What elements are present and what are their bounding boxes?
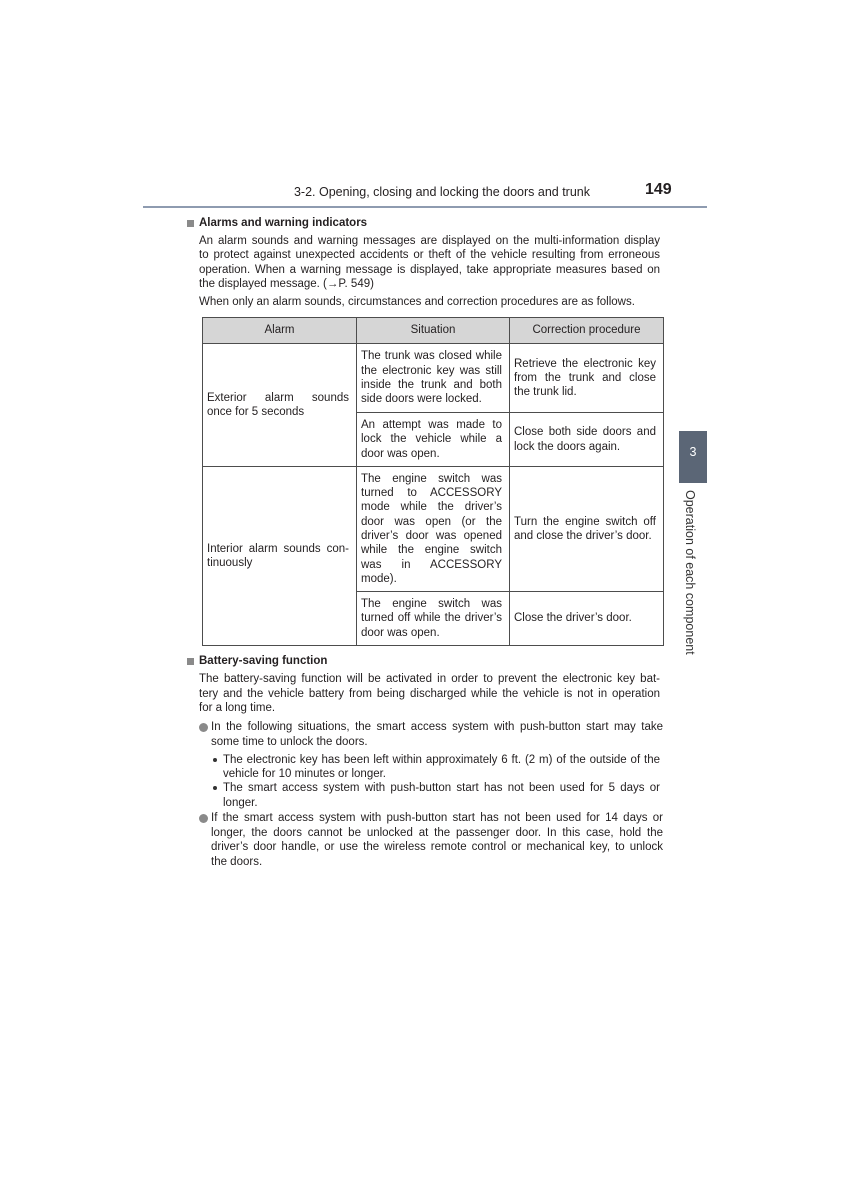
situation-cell [357, 413, 510, 467]
alarm-line: Interior alarm sounds con- [207, 542, 349, 555]
situation-line: The engine switch was [361, 598, 502, 611]
situation-line: door was open. [361, 626, 440, 639]
paragraph-line: The battery-saving function will be activated in order to prevent the electronic key bat- [199, 673, 660, 685]
bullet-item [211, 811, 663, 869]
situation-line: mode). [361, 572, 397, 585]
sub-bullet-line: longer. [223, 796, 258, 809]
paragraph-line: operation. When a warning message is displayed, take appropriate measures based on [199, 263, 660, 276]
correction-cell [510, 592, 664, 646]
section-heading-alarms: Alarms and warning indicators [199, 216, 368, 229]
bullet-item [211, 720, 663, 749]
correction-line: lock the doors again. [514, 440, 621, 453]
table-header-correction: Correction procedure [510, 318, 664, 344]
square-bullet-icon [187, 220, 194, 227]
small-dot-bullet-icon [213, 786, 217, 790]
paragraph-line: to protect against unexpected accidents or theft of the vehicle resulting from erroneous [199, 249, 660, 261]
situation-line: while the engine switch [361, 544, 502, 557]
correction-line: Close both side doors and [514, 426, 656, 439]
situation-line: inside the trunk and both [361, 379, 502, 391]
chapter-number: 3 [689, 445, 697, 459]
bullet-line: longer, the doors cannot be unlocked at the passenger door. In this case, hold the [211, 826, 663, 839]
correction-line: and close the driver’s door. [514, 530, 652, 542]
sub-bullet-line: vehicle for 10 minutes or longer. [223, 768, 387, 780]
bullet-line: If the smart access system with push-button start has not been used for 14 days or [211, 812, 663, 824]
sub-bullet-item [223, 753, 660, 782]
situation-line: driver’s door was opened [361, 530, 502, 542]
situation-cell [357, 592, 510, 646]
situation-cell [357, 344, 510, 413]
correction-line: Close the driver’s door. [514, 612, 632, 625]
correction-line: from the trunk and close [514, 371, 656, 384]
correction-cell [510, 413, 664, 467]
situation-cell [357, 467, 510, 592]
situation-line: mode while the driver’s [361, 501, 502, 514]
alarm-table [202, 317, 664, 646]
running-header-section-title: 3-2. Opening, closing and locking the doors and trunk [293, 185, 590, 199]
situation-line: side doors were locked. [361, 393, 482, 406]
situation-line: door was open (or the [361, 515, 502, 528]
alarm-line: once for 5 seconds [207, 406, 305, 418]
page-number: 149 [645, 181, 672, 198]
alarm-line: tinuously [207, 557, 253, 569]
bullet-line: driver’s door handle, or use the wireless remote control or mechanical key, to unlock [211, 841, 663, 853]
round-bullet-icon [199, 814, 208, 823]
round-bullet-icon [199, 723, 208, 732]
chapter-tab [679, 431, 707, 483]
correction-cell [510, 344, 664, 413]
table-row [203, 467, 664, 592]
square-bullet-icon [187, 658, 194, 665]
table-header-row [203, 318, 664, 344]
situation-line: turned to ACCESSORY [361, 487, 502, 500]
correction-cell [510, 467, 664, 592]
table-row [203, 344, 664, 413]
paragraph-line: for a long time. [199, 702, 276, 714]
paragraph-line: the displayed message. (→P. 549) [199, 278, 374, 290]
small-dot-bullet-icon [213, 758, 217, 762]
alarm-cell [203, 467, 357, 646]
alarm-cell [203, 344, 357, 467]
situation-line: An attempt was made to [361, 419, 502, 432]
sub-bullet-line: The smart access system with push-button start has not been used for 5 days or [223, 782, 660, 794]
situation-line: The engine switch was [361, 472, 502, 485]
situation-line: lock the vehicle while a [361, 433, 502, 446]
bullet-line: the doors. [211, 855, 263, 868]
header-rule [143, 206, 707, 208]
section-heading-battery: Battery-saving function [199, 654, 328, 667]
situation-line: door was open. [361, 447, 440, 460]
correction-line: Turn the engine switch off [514, 515, 656, 528]
chapter-title: Operation of each component [683, 490, 697, 655]
alarms-intro-paragraph [199, 234, 660, 292]
situation-line: turned off while the driver’s [361, 612, 502, 625]
paragraph-line: An alarm sounds and warning messages are displayed on the multi-information display [199, 234, 660, 247]
table-header-alarm: Alarm [203, 318, 357, 344]
table-header-situation: Situation [357, 318, 510, 344]
sub-bullet-line: The electronic key has been left within approximately 6 ft. (2 m) of the outside of the [223, 753, 660, 766]
correction-line: the trunk lid. [514, 386, 577, 399]
alarm-line: Exterior alarm sounds [207, 391, 349, 404]
sub-bullet-item [223, 781, 660, 810]
correction-line: Retrieve the electronic key [514, 357, 656, 370]
alarms-lead-line: When only an alarm sounds, circumstances and correction procedures are as follows. [199, 295, 635, 308]
situation-line: The trunk was closed while [361, 350, 502, 363]
battery-intro-paragraph [199, 672, 660, 716]
bullet-line: In the following situations, the smart access system with push-button start may take [211, 721, 663, 733]
bullet-line: some time to unlock the doors. [211, 735, 368, 748]
paragraph-line: tery and the vehicle battery from being discharged while the vehicle is not in operation [199, 687, 660, 700]
situation-line: was in ACCESSORY [361, 558, 502, 571]
situation-line: the electronic key was still [361, 364, 502, 377]
